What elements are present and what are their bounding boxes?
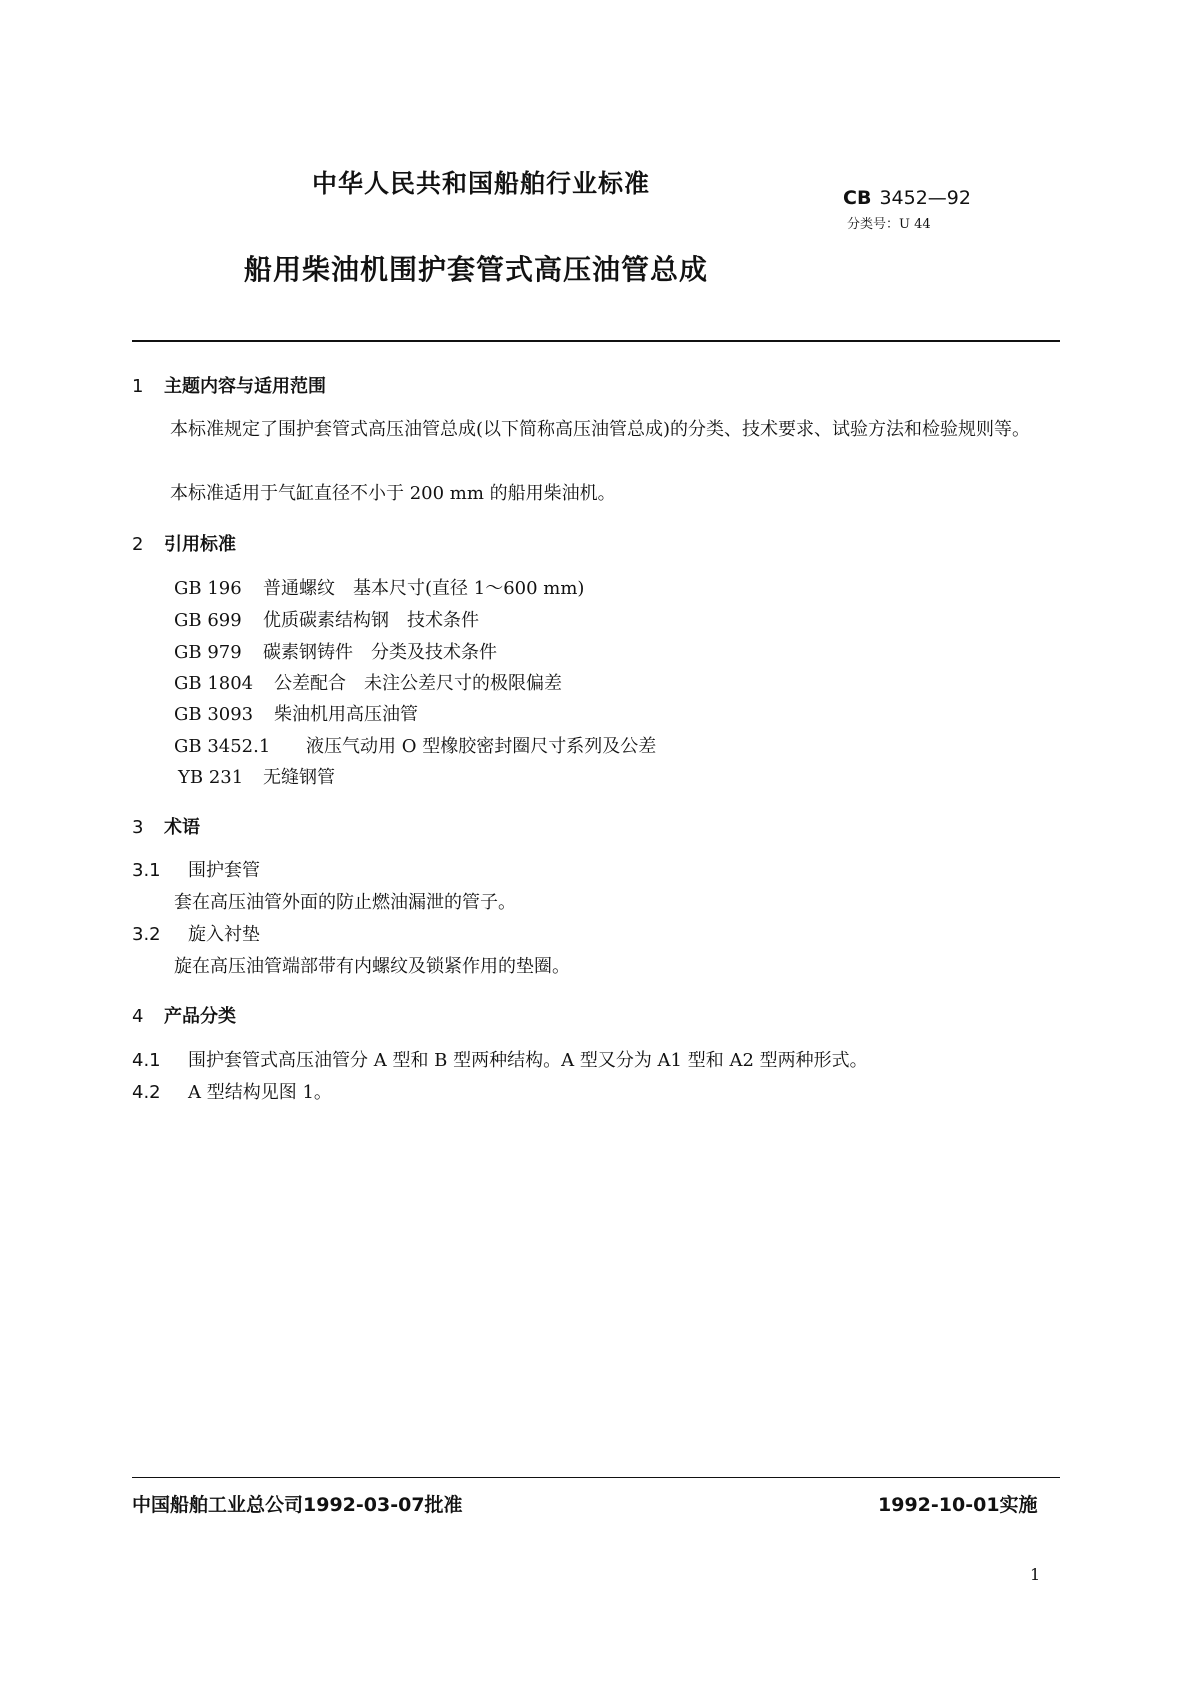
page-number: 1 [1030,1565,1041,1584]
document-title: 船用柴油机围护套管式高压油管总成 [244,253,709,286]
footer-divider [132,1477,1060,1478]
term-3-2: 3.2 旋入衬垫 [132,924,260,945]
section-2-heading: 2 引用标准 [132,534,236,555]
clause-4-1: 4.1 围护套管式高压油管分 A 型和 B 型两种结构。A 型又分为 A1 型和 A2 型两种形式。 [132,1050,868,1071]
term-3-1-definition: 套在高压油管外面的防止燃油漏泄的管子。 [174,892,516,913]
reference-item: GB 3452.1 液压气动用 O 型橡胶密封圈尺寸系列及公差 [174,736,657,757]
term-3-1: 3.1 围护套管 [132,860,260,881]
standard-organization: 中华人民共和国船舶行业标准 [312,169,651,198]
standard-code-number: 3452—92 [879,187,971,209]
term-3-2-definition: 旋在高压油管端部带有内螺纹及锁紧作用的垫圈。 [174,956,570,977]
clause-4-2: 4.2 A 型结构见图 1。 [132,1082,332,1103]
reference-item: GB 1804 公差配合 未注公差尺寸的极限偏差 [174,673,562,694]
section-4-heading: 4 产品分类 [132,1006,236,1027]
classification-number: 分类号：U 44 [847,217,931,232]
section-3-heading: 3 术语 [132,817,200,838]
standard-code-prefix: CB [843,187,872,209]
section-1-paragraph-applicability: 本标准适用于气缸直径不小于 200 mm 的船用柴油机。 [170,483,616,504]
standard-code [843,187,971,209]
reference-item: GB 699 优质碳素结构钢 技术条件 [174,610,479,631]
approval-statement: 中国船舶工业总公司1992-03-07批准 [132,1494,463,1516]
reference-item: GB 196 普通螺纹 基本尺寸(直径 1～600 mm) [174,578,585,599]
reference-item: GB 979 碳素钢铸件 分类及技术条件 [174,642,497,663]
header-divider [132,340,1060,342]
section-1-heading: 1 主题内容与适用范围 [132,376,326,397]
effective-date: 1992-10-01实施 [878,1494,1038,1516]
section-1-paragraph-scope: 本标准规定了围护套管式高压油管总成(以下简称高压油管总成)的分类、技术要求、试验方法和检验规则等。 [170,419,1031,440]
reference-item: YB 231 无缝钢管 [178,767,335,788]
reference-item: GB 3093 柴油机用高压油管 [174,704,418,725]
